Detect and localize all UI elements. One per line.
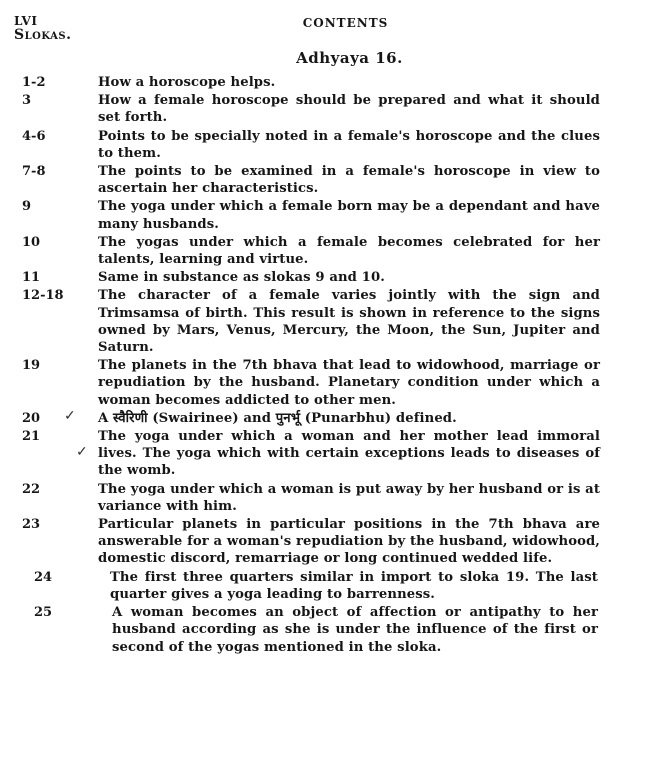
entry-description: The yoga under which a woman and her mother lead immoral lives. The yoga which with certain exceptions leads to diseases of the womb. [98, 429, 600, 479]
contents-entry [0, 92, 661, 126]
entry-description: The points to be examined in a female's horoscope in view to ascertain her characteristics. [98, 164, 600, 197]
entry-description: How a horoscope helps. [98, 75, 276, 90]
contents-entry [0, 198, 661, 232]
sloka-range: 23 [22, 517, 41, 533]
section-heading [0, 49, 661, 67]
entry-description: Particular planets in particular positions in the 7th bhava are answerable for a woman's repudiation by the husband, widowhood, domestic discord, remarriage or long continued wedded life. [98, 517, 600, 567]
contents-entry [0, 234, 661, 268]
entry-description: The planets in the 7th bhava that lead to widowhood, marriage or repudiation by the husband. Planetary condition under which a woman becomes addicted to other men. [98, 358, 600, 408]
page-header-title [0, 16, 661, 30]
entry-description: Same in substance as slokas 9 and 10. [98, 270, 385, 286]
contents-entry [0, 407, 661, 427]
contents-entry [0, 516, 661, 568]
contents-entry [0, 428, 661, 480]
sloka-range: 11 [22, 270, 41, 286]
contents-entry [0, 569, 661, 603]
sloka-range: 24 [34, 569, 53, 585]
sloka-range: 1-2 [22, 75, 46, 90]
entry-description: The character of a female varies jointly with the sign and Trimsamsa of birth. This result is shown in reference to the signs owned by Mars, Venus, Mercury, the Moon, the Sun, Jupiter and Saturn. [98, 288, 600, 356]
sloka-range: 21 [22, 429, 41, 445]
section-title: Adhyaya 16. [296, 49, 403, 67]
entry-description: Points to be specially noted in a female's horoscope and the clues to them. [98, 128, 600, 161]
handwritten-tick-icon: ✓ [76, 444, 88, 461]
contents-entry [0, 604, 661, 656]
sloka-range: 20 [22, 410, 41, 426]
contents-entry [0, 481, 661, 515]
entry-description: The first three quarters similar in import to sloka 19. The last quarter gives a yoga leading to barrenness. [110, 569, 598, 602]
sloka-range: 9 [22, 199, 32, 215]
contents-list [0, 74, 661, 657]
sloka-range: 10 [22, 234, 41, 250]
contents-entry [0, 357, 661, 409]
column-label: Slokas. [14, 27, 72, 43]
contents-entry [0, 163, 661, 197]
entry-description: A स्वैरिणी (Swairinee) and पुनर्भू (Punarbhu) defined. [98, 410, 457, 426]
sloka-range: 3 [22, 93, 32, 109]
sloka-range: 4-6 [22, 128, 46, 144]
entry-description: The yogas under which a female becomes celebrated for her talents, learning and virtue. [98, 234, 600, 268]
contents-entry [0, 287, 661, 356]
contents-entry [0, 269, 661, 286]
handwritten-tick-icon: ✓ [64, 407, 76, 424]
entry-description: The yoga under which a woman is put away by her husband or is at variance with him. [98, 481, 601, 514]
entry-description: A woman becomes an object of affection or antipathy to her husband according as she is under the influence of the first or second of the yogas mentioned in the sloka. [112, 605, 598, 655]
contents-entry [0, 74, 661, 91]
contents-entry [0, 128, 661, 162]
sloka-range: 19 [22, 358, 41, 374]
entry-description: The yoga under which a female born may be a dependant and have many husbands. [98, 199, 600, 232]
page-number: LVI [14, 14, 38, 28]
sloka-range: 12-18 [22, 288, 64, 304]
sloka-range: 25 [34, 605, 53, 621]
entry-description: How a female horoscope should be prepared and what it should set forth. [98, 93, 600, 126]
running-title: CONTENTS [302, 16, 389, 30]
sloka-range: 22 [22, 481, 41, 497]
sloka-range: 7-8 [22, 164, 46, 180]
